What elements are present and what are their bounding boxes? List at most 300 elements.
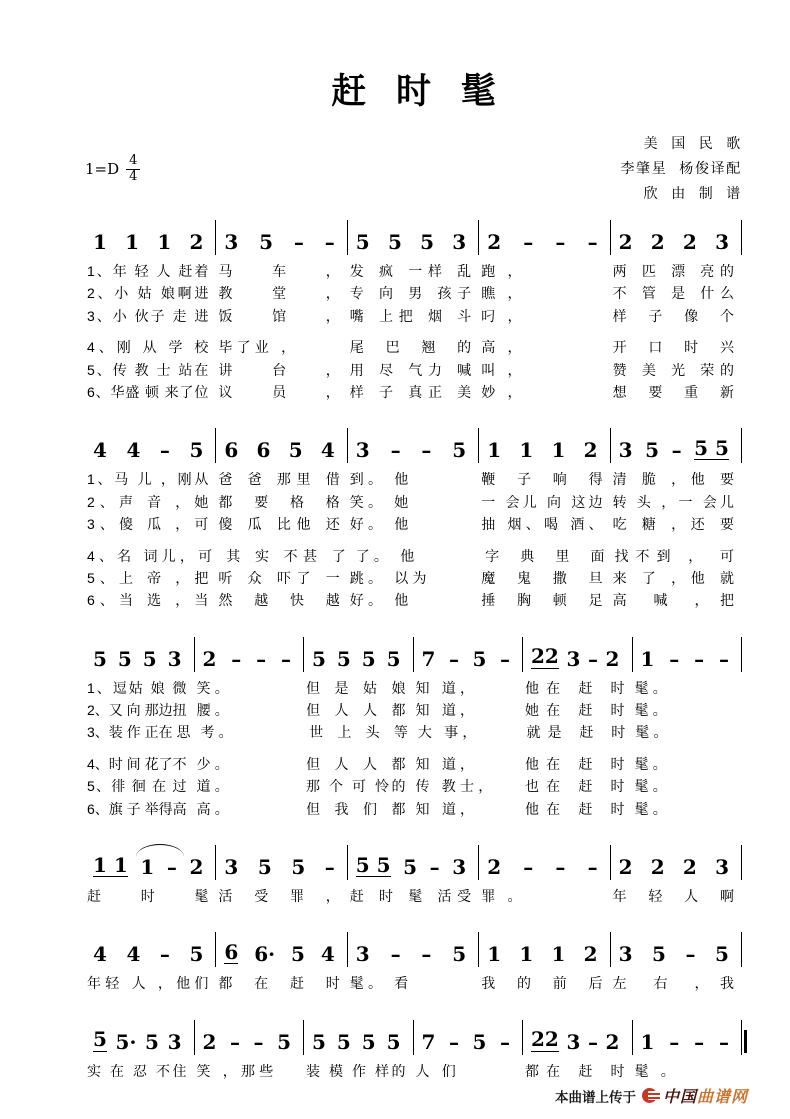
measure	[479, 932, 610, 967]
note-token: 5	[145, 1029, 159, 1054]
note-token: 2	[487, 855, 502, 880]
lyric-segment: 听 众 吓了 一	[218, 569, 340, 586]
note-token: 5	[189, 942, 204, 967]
dash-token: –	[231, 646, 242, 671]
dash-token: –	[448, 1029, 459, 1054]
note-token: 7	[421, 1029, 436, 1054]
lyric-segment: 专 向 男 孩子	[349, 285, 472, 302]
lyric-segment: 人 们	[415, 1062, 460, 1079]
dash-token: –	[719, 646, 729, 671]
lyric-line	[85, 513, 742, 535]
lyric-segment: 捶 胸 顿 足	[481, 592, 603, 609]
measure	[85, 1020, 195, 1055]
lyric-segment: 髦。	[634, 800, 671, 817]
lyric-segment: 笑。 她	[349, 493, 413, 510]
lyric-segment: 左 右 ，我	[612, 975, 734, 992]
note-token: 4	[126, 942, 141, 967]
note-token: 5	[291, 942, 305, 967]
dash-token: –	[671, 438, 682, 463]
note-token: 5 5	[694, 435, 729, 460]
note-token: 2	[650, 855, 665, 880]
lyric-segment: 2、声 音 ，她	[87, 493, 209, 510]
note-token: 2	[605, 646, 620, 671]
lyric-segment: 知 道，	[415, 702, 479, 719]
system	[85, 220, 742, 403]
note-token: 5	[312, 1029, 326, 1054]
note-token: 6	[224, 939, 239, 964]
note-token: 5	[257, 855, 272, 880]
note-token: 4	[320, 942, 335, 967]
measure	[611, 428, 742, 463]
measure	[611, 845, 742, 880]
dash-token: –	[421, 942, 432, 967]
lyric-segment: 都 在 赶 时	[218, 975, 340, 992]
lyric-segment: 髦。	[634, 702, 671, 719]
note-token: 5	[420, 230, 435, 254]
lyric-line	[85, 567, 742, 589]
dash-token: –	[429, 855, 440, 880]
lyric-segment: 4、时 间 花了不	[87, 755, 187, 772]
note-token: 5	[403, 855, 418, 880]
note-token: 5	[336, 1029, 351, 1054]
measure	[304, 1020, 414, 1055]
lyric-line	[85, 359, 742, 381]
lyric-segment: 髦。	[634, 778, 671, 795]
note-token: 5	[93, 1027, 107, 1052]
note-token: 1	[140, 855, 155, 880]
lyric-segment: 发 疯 一样 乱	[349, 263, 472, 279]
measure	[85, 220, 216, 255]
lyric-segment: 议 员 ，	[218, 383, 340, 400]
note-token: 6·	[254, 942, 276, 967]
lyric-segment: 然 越 快 越	[218, 592, 340, 609]
note-token: 2	[682, 855, 697, 880]
dash-token: –	[293, 230, 304, 254]
dash-token: –	[669, 1029, 680, 1054]
measure	[479, 220, 610, 255]
lyric-segment: 5、上 帝 ，把	[87, 569, 209, 586]
lyric-segment: 装 模 作 样的	[306, 1062, 406, 1079]
dash-token: –	[390, 942, 401, 967]
measure	[611, 932, 742, 967]
note-token: 5	[336, 646, 351, 671]
note-token: 2	[189, 855, 204, 880]
dash-token: –	[324, 855, 335, 880]
lyric-segment: 傻 瓜 比他 还	[218, 516, 340, 533]
note-token: 1	[551, 942, 566, 967]
dash-token: –	[555, 855, 566, 880]
lyric-segment: 2、又 向 那边扭	[87, 702, 187, 719]
measure	[348, 428, 479, 463]
notation-row	[85, 220, 742, 255]
note-token: 5	[715, 942, 729, 967]
lyric-segment: 罪 。	[481, 888, 526, 905]
measure	[479, 845, 610, 880]
system	[85, 1020, 742, 1082]
lyric-line	[85, 260, 742, 282]
time-signature	[126, 154, 140, 184]
lyric-segment: 但 人 人 都	[306, 755, 406, 772]
lyric-segment: 考。	[200, 724, 237, 741]
note-token: 3	[618, 942, 633, 967]
lyric-segment: 好。 他	[349, 592, 413, 609]
notation-row	[85, 1020, 742, 1055]
lyric-segment: 但 人 人 都	[306, 702, 406, 719]
lyric-segment: 他在 赶 时	[525, 755, 625, 772]
lyric-segment: 2、小 姑 娘啊进	[87, 285, 209, 302]
note-token: 5	[277, 1029, 291, 1054]
dash-token: –	[669, 646, 680, 671]
dash-token: –	[719, 1029, 729, 1054]
lyric-segment: 都在 赶 时	[525, 1062, 625, 1079]
dash-token: –	[448, 646, 459, 671]
dash-token: –	[229, 1029, 240, 1054]
lyric-segment: 跳。 以为	[349, 569, 431, 586]
lyric-segment: 知 道，	[415, 755, 479, 772]
lyric-line	[85, 468, 742, 490]
dash-token: –	[166, 855, 177, 880]
lyric-segment: 抽 烟、喝 酒、	[481, 516, 603, 533]
dash-token: –	[281, 646, 291, 671]
lyric-segment: 两 匹 漂 亮的	[612, 263, 734, 279]
note-token: 5	[189, 438, 204, 463]
lyric-segment: 爸 爸 那里 借	[218, 471, 340, 488]
upload-text: 本曲谱上传于	[554, 1089, 636, 1105]
lyric-segment: 赞 美 光 荣的	[612, 361, 734, 378]
credit-notation: 欣 由 制 谱	[643, 185, 742, 201]
measure	[479, 428, 610, 463]
dash-token: –	[523, 230, 534, 254]
lyric-segment: 髦 。	[634, 1062, 679, 1079]
lyric-line	[85, 721, 742, 743]
lyric-segment: 马 车 ，	[218, 263, 340, 279]
dash-token: –	[159, 438, 170, 463]
measure	[216, 932, 347, 967]
lyric-segment: 1、马 儿 ，刚从	[87, 471, 209, 488]
lyric-segment: 3、装 作 正在 思	[87, 724, 191, 741]
notation-row	[85, 932, 742, 967]
measure	[348, 220, 479, 255]
note-token: 3	[618, 438, 633, 463]
lyric-segment: 毕了业 ，	[218, 339, 300, 356]
note-token: 22	[531, 1027, 559, 1052]
notation-row	[85, 428, 742, 463]
dash-token: –	[256, 646, 267, 671]
lyric-segment: 知 道，	[415, 679, 479, 696]
lyric-segment: 了。 他	[355, 547, 419, 564]
notation-row	[85, 637, 742, 672]
lyric-segment: 年轻 人 ，他们	[87, 975, 209, 992]
lyric-segment: 他在 赶 时	[525, 679, 625, 696]
lyric-segment: 少。	[196, 755, 233, 772]
lyric-segment: 3、小 伙子 走 进	[87, 307, 209, 324]
note-token: 2	[618, 230, 633, 254]
lyric-segment: 吃 糖 ，还 要	[612, 516, 734, 533]
lyric-line	[85, 677, 742, 699]
note-token: 4	[126, 438, 141, 463]
note-token: 7	[421, 646, 436, 671]
key-signature	[85, 154, 140, 184]
lyric-segment: 髦。 看	[349, 975, 413, 992]
lyric-segment: 都 要 格 格	[218, 493, 340, 510]
credit-origin: 美 国 民 歌	[643, 135, 742, 151]
measure	[633, 637, 743, 672]
note-token: 4	[93, 438, 107, 463]
note-token: 5	[386, 646, 401, 671]
measure	[85, 845, 216, 880]
credit-translators: 李肇星 杨俊译配	[620, 160, 742, 176]
lyric-segment: 但 是 姑 娘	[306, 679, 406, 696]
lyric-segment: 髦。	[634, 755, 671, 772]
lyric-segment: 6、当 选 ，当	[87, 592, 209, 609]
measure	[611, 220, 742, 255]
measure	[216, 845, 347, 880]
watermark	[555, 1084, 748, 1107]
note-token: 2	[583, 942, 598, 967]
note-token: 3	[224, 855, 239, 880]
lyric-segment: 尾 巴 翘 的	[349, 339, 472, 356]
measure	[85, 428, 216, 463]
lyric-segment: 想 要 重 新	[612, 383, 734, 400]
note-token: 1	[93, 230, 107, 254]
song-title: 赶时髦	[331, 72, 526, 111]
note-token: 5	[288, 438, 303, 463]
dash-token: –	[685, 942, 696, 967]
measure	[523, 1020, 633, 1055]
note-token: 2	[618, 855, 633, 880]
note-token: 2	[202, 646, 217, 671]
lyric-line	[85, 336, 742, 358]
lyric-segment: 样 子 真正 美	[349, 383, 472, 400]
qupu-logo-icon	[642, 1088, 657, 1103]
lyric-line	[85, 589, 742, 611]
lyric-line	[85, 753, 742, 775]
note-token: 3	[452, 230, 467, 254]
note-token: 2	[189, 230, 204, 254]
measure	[195, 637, 305, 672]
lyric-segment: 到。 他	[349, 471, 413, 488]
measure	[633, 1020, 743, 1055]
lyric-segment: 高 喊 ，把	[612, 592, 734, 609]
lyric-segment: 4、名 词儿，可	[87, 547, 217, 564]
note-token: 1	[640, 1029, 655, 1054]
notation-systems	[85, 220, 742, 1082]
lyric-segment: 传 教士，	[415, 778, 497, 795]
lyric-segment: 4、刚 从 学 校	[87, 339, 209, 356]
note-token: 5	[452, 438, 467, 463]
lyric-segment: 大 事，	[417, 724, 481, 741]
note-token: 5	[472, 1029, 487, 1054]
lyric-segment: 好。 他	[349, 516, 413, 533]
lyric-line	[85, 699, 742, 721]
lyric-segment: 3、傻 瓜 ，可	[87, 516, 209, 533]
lyric-segment: 实 在 忍 不住	[87, 1062, 187, 1079]
measure	[523, 637, 633, 672]
note-token: 6	[224, 438, 239, 463]
lyric-segment: 鞭 子 响 得	[481, 471, 603, 488]
note-token: 2	[650, 230, 665, 254]
lyric-segment: 赶 时 髦 活受	[349, 888, 472, 905]
header-row	[85, 120, 742, 206]
note-token: 4	[320, 438, 335, 463]
lyric-segment: 讲 台 ，	[218, 361, 340, 378]
lyric-segment: 5、传 教 士 站在	[87, 361, 209, 378]
lyric-segment: 他在 赶 时	[525, 800, 625, 817]
note-token: 3	[355, 942, 370, 967]
measure	[348, 845, 479, 880]
note-token: 1	[519, 942, 534, 967]
credits	[620, 131, 742, 206]
lyric-segment: 样 子 像 个	[612, 307, 734, 324]
measure	[216, 220, 347, 255]
note-token: 5	[361, 1029, 376, 1054]
note-token: 1	[487, 438, 502, 463]
brand-primary: 中国	[662, 1089, 697, 1106]
measure	[85, 637, 195, 672]
site-brand	[663, 1084, 748, 1107]
lyric-segment: 找不到 ， 可	[614, 547, 734, 564]
lyric-line	[85, 545, 742, 567]
note-token: 3	[566, 646, 581, 671]
lyric-segment: 世 上 头 等	[309, 724, 408, 741]
lyric-segment: 叼 ，	[481, 307, 526, 324]
lyric-segment: 饭 馆 ，	[218, 307, 340, 324]
note-token: 5	[142, 646, 157, 671]
note-token: 3	[167, 646, 182, 671]
measure	[216, 428, 347, 463]
dash-token: –	[694, 646, 705, 671]
lyric-line	[85, 381, 742, 403]
lyric-segment: 赶 时 髦	[87, 888, 209, 905]
lyric-segment: 不 管 是 什么	[612, 285, 734, 302]
lyric-segment: 髦。	[635, 724, 672, 741]
lyric-segment: 1、逗姑 娘 微	[87, 679, 187, 696]
lyric-line	[85, 305, 742, 327]
lyric-segment: 笑 ，那些	[196, 1062, 278, 1079]
note-token: 5	[387, 230, 402, 254]
lyric-segment: 妙 ，	[481, 383, 526, 400]
note-token: 1	[157, 230, 172, 254]
lyric-segment: 那 个 可 怜的	[306, 778, 406, 795]
lyric-line	[85, 491, 742, 513]
note-token: 5	[361, 646, 376, 671]
note-token: 3	[452, 855, 467, 880]
lyric-segment: 其 实 不甚 了	[226, 547, 346, 564]
note-token: 5	[645, 438, 660, 463]
note-token: 5	[386, 1029, 401, 1054]
note-token: 4	[93, 942, 107, 967]
note-token: 6	[256, 438, 271, 463]
lyric-segment: 知 道，	[415, 800, 479, 817]
measure	[414, 637, 524, 672]
lyric-segment: 跑 ，	[481, 263, 526, 279]
lyric-segment: 年 轻 人 啊	[612, 888, 734, 905]
note-token: 5	[117, 646, 132, 671]
measure	[348, 932, 479, 967]
dash-token: –	[587, 230, 598, 254]
lyric-segment: 就是 赶 时	[526, 724, 626, 741]
lyric-segment: 叫 ，	[481, 361, 526, 378]
measure	[414, 1020, 524, 1055]
time-signature-top: 4	[126, 154, 140, 169]
measure	[195, 1020, 305, 1055]
lyric-segment: 开 口 时 兴	[612, 339, 734, 356]
note-token: 3	[715, 230, 729, 254]
lyric-segment: 我 的 前 后	[481, 975, 603, 992]
note-token: 5	[312, 646, 326, 671]
note-token: 3	[167, 1029, 182, 1054]
lyric-segment: 1、年 轻 人 赶着	[87, 263, 209, 279]
dash-token: –	[499, 1029, 510, 1054]
note-token: 1	[487, 942, 502, 967]
dash-token: –	[694, 1029, 705, 1054]
lyric-segment: 她在 赶 时	[525, 702, 625, 719]
note-token: 5	[652, 942, 666, 967]
notation-row	[85, 845, 742, 880]
lyric-segment: 5、徘 徊 在 过	[87, 778, 187, 795]
lyric-segment: 髦。	[634, 679, 671, 696]
note-token: 1 1	[93, 852, 128, 877]
lyric-segment: 字 典 里 面	[485, 547, 605, 564]
measure	[85, 932, 216, 967]
note-token: 5	[291, 855, 306, 880]
dash-token: –	[587, 855, 598, 880]
lyric-segment: 嘴 上把 烟 斗	[349, 307, 472, 324]
system	[85, 428, 742, 611]
dash-token: –	[421, 438, 432, 463]
lyric-segment: 来 了 ，他 就	[612, 569, 734, 586]
note-token: 5	[355, 230, 370, 254]
note-token: 3	[224, 230, 239, 254]
lyric-segment: 活 受 罪 ，	[218, 888, 340, 905]
note-token: 2	[202, 1029, 217, 1054]
lyric-line	[85, 972, 742, 994]
dash-token: –	[253, 1029, 264, 1054]
note-token: 1	[125, 230, 140, 254]
dash-token: –	[159, 942, 170, 967]
lyric-segment: 转 头 ，一 会儿	[612, 493, 734, 510]
lyric-segment: 6、旗 子 举得高	[87, 800, 187, 817]
note-token: 2	[682, 230, 697, 254]
note-token: 5	[472, 646, 487, 671]
lyric-segment: 高。	[196, 800, 233, 817]
measure	[304, 637, 414, 672]
lyric-segment: 也在 赶 时	[525, 778, 625, 795]
note-token: 3	[566, 1029, 581, 1054]
tonality-label: 1=D	[85, 160, 120, 179]
lyric-segment: 瞧 ，	[481, 285, 526, 302]
dash-token: –	[523, 855, 534, 880]
note-token: 22	[531, 644, 559, 669]
dash-token: –	[499, 646, 510, 671]
lyric-segment: 笑。	[196, 679, 233, 696]
note-token: 1	[640, 646, 655, 671]
lyric-line	[85, 885, 742, 907]
dash-token: –	[587, 646, 598, 671]
note-token: 5	[452, 942, 467, 967]
dash-token: –	[390, 438, 401, 463]
note-token: 2	[487, 230, 502, 254]
note-token: 5	[93, 646, 107, 671]
lyric-line	[85, 798, 742, 820]
dash-token: –	[324, 230, 335, 254]
note-token: 5·	[115, 1029, 137, 1054]
lyric-segment: 用 尽 气力 喊	[349, 361, 472, 378]
lyric-segment: 教 堂 ，	[218, 285, 340, 302]
system	[85, 932, 742, 994]
lyric-segment: 但 我 们 都	[306, 800, 406, 817]
lyric-line	[85, 1060, 742, 1082]
